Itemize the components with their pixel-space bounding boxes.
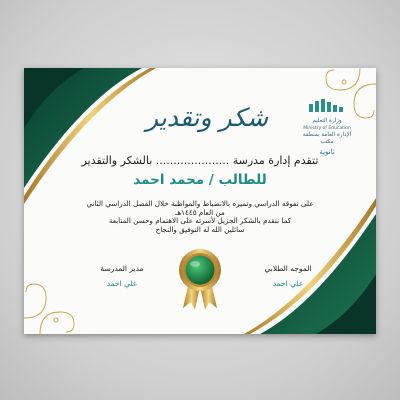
principal-role: مدير المدرسة <box>100 264 144 273</box>
body-line: من العام ١٤٤٥هـ <box>175 207 225 217</box>
award-seal-icon <box>175 246 225 312</box>
ministry-line: الإدارة العامة بمنطقة <box>302 132 352 138</box>
body-line: كما نتقدم بالشكر الجزيل لأسرته على الاهتمام وحسن المتابعة <box>108 216 292 226</box>
intro-text: تتقدم إدارة مدرسة ..................... بالشكر والتقدير <box>81 154 319 167</box>
principal-name: علي احمد <box>106 279 138 288</box>
body-line: على تفوقه الدراسي وتميزه بالانضباط والمواظبة خلال الفصل الدراسي الثاني <box>86 199 314 208</box>
certificate <box>24 68 376 334</box>
counselor-signature <box>248 264 328 288</box>
ministry-logo-icon <box>307 98 347 114</box>
counselor-role: الموجه الطلابي <box>264 264 312 273</box>
ministry-line: وزارة التعليم <box>312 118 342 124</box>
bottom-left-ornament <box>24 284 74 334</box>
school-name: ثانوية <box>319 148 335 156</box>
ministry-line: مكتب <box>320 139 334 145</box>
ministry-line: Ministry of Education <box>303 126 351 131</box>
student-name: للطالب / محمد احمد <box>133 172 267 188</box>
counselor-name: علي احمد <box>272 279 304 288</box>
certificate-title: شكر وتقدير <box>145 103 269 132</box>
body-line: سائلين الله له التوفيق والنجاح <box>155 224 245 234</box>
body-text <box>84 200 316 234</box>
principal-signature <box>82 264 162 288</box>
ministry-logo-block <box>292 98 362 156</box>
